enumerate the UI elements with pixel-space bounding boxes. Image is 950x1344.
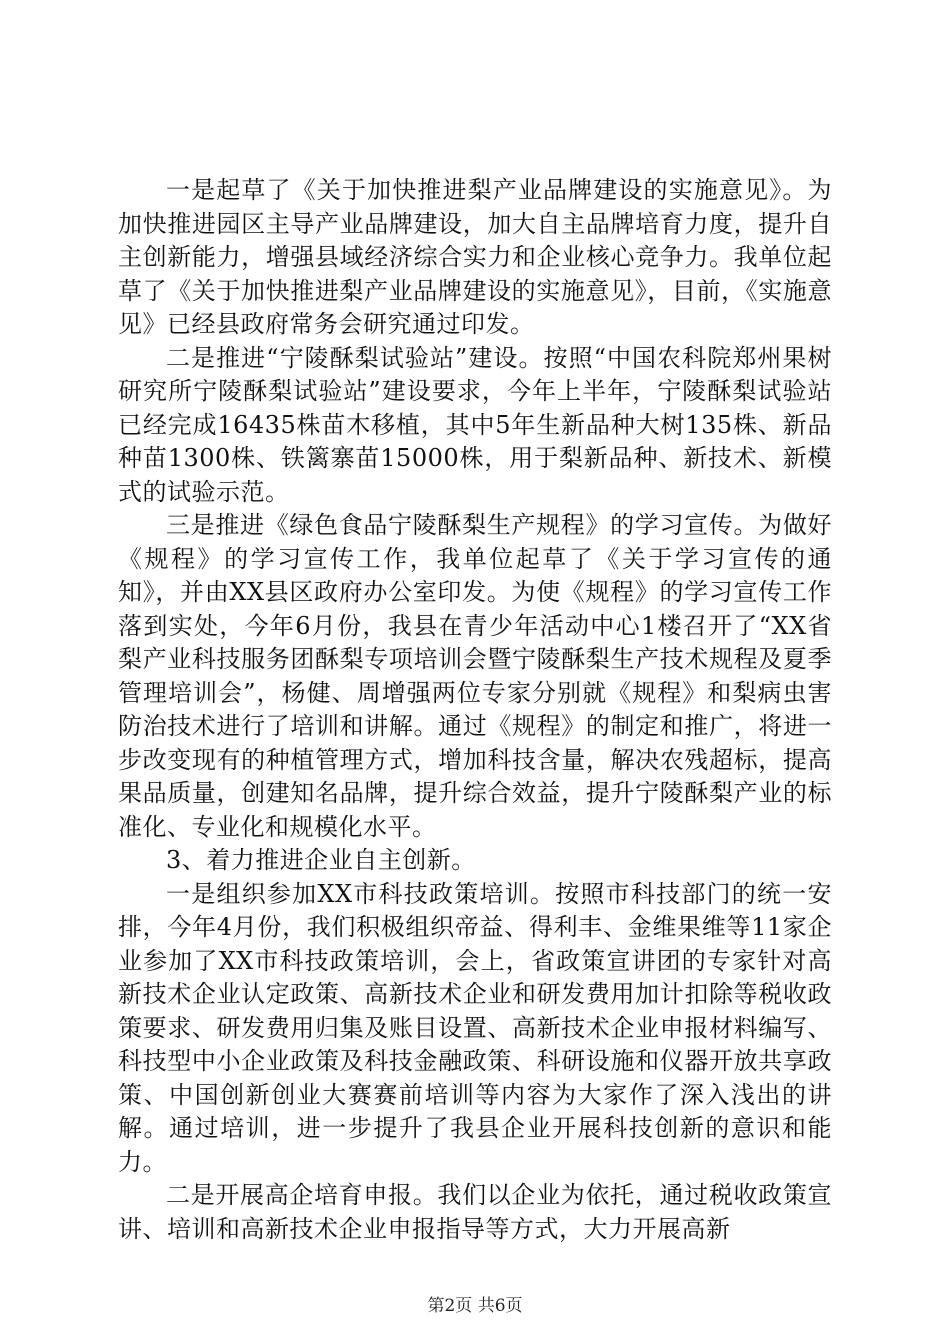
paragraph-brand-opinion: 一是起草了《关于加快推进梨产业品牌建设的实施意见》。为加快推进园区主导产业品牌建设，加大自主品牌培育力度，提升自主创新能力，增强县域经济综合实力和企业核心竞争力。我单位起草了《关于加快推进梨产业品牌建设的实施意见》，目前，《实施意见》已经县政府常务会研究通过印发。: [118, 176, 832, 338]
document-body: [118, 174, 832, 1246]
section-heading-innovation: 3、着力推进企业自主创新。: [166, 846, 476, 874]
paragraph-policy-training: 一是组织参加XX市科技政策培训。按照市科技部门的统一安排，今年4月份，我们积极组织帝益、得利丰、金维果维等11家企业参加了XX市科技政策培训，会上，省政策宣讲团的专家针对高新技术企业认定政策、高新技术企业和研发费用加计扣除等税收政策要求、研发费用归集及账目设置、高新技术企业申报材料编写、科技型中小企业政策及科技金融政策、科研设施和仪器开放共享政策、中国创新创业大赛赛前培训等内容为大家作了深入浅出的讲解。通过培训，进一步提升了我县企业开展科技创新的意识和能力。: [118, 879, 832, 1176]
paragraph-regulation-publicity: 三是推进《绿色食品宁陵酥梨生产规程》的学习宣传。为做好《规程》的学习宣传工作，我单位起草了《关于学习宣传的通知》，并由XX县区政府办公室印发。为使《规程》的学习宣传工作落到实处，今年6月份，我县在青少年活动中心1楼召开了“XX省梨产业科技服务团酥梨专项培训会暨宁陵酥梨生产技术规程及夏季管理培训会”，杨健、周增强两位专家分别就《规程》和梨病虫害防治技术进行了培训和讲解。通过《规程》的制定和推广，将进一步改变现有的种植管理方式，增加科技含量，解决农残超标，提高果品质量，创建知名品牌，提升综合效益，提升宁陵酥梨产业的标准化、专业化和规模化水平。: [118, 511, 832, 841]
paragraph-test-station: 二是推进“宁陵酥梨试验站”建设。按照“中国农科院郑州果树研究所宁陵酥梨试验站”建设要求，今年上半年，宁陵酥梨试验站已经完成16435株苗木移植，其中5年生新品种大树135株、新品种苗1300株、铁篱寨苗15000株，用于梨新品种、新技术、新模式的试验示范。: [118, 343, 832, 506]
paragraph-high-tech-application: 二是开展高企培育申报。我们以企业为依托，通过税收政策宣讲、培训和高新技术企业申报指导等方式，大力开展高新: [118, 1181, 832, 1243]
page-number: 第2页 共6页: [427, 1296, 523, 1316]
